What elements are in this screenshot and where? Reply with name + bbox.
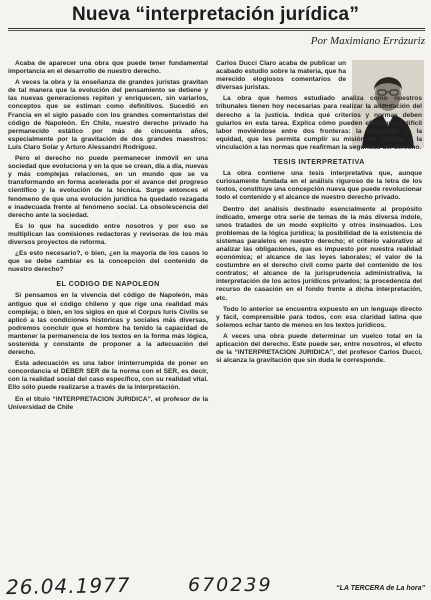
paragraph: En el título “INTERPRETACION JURIDICA”, el profesor de la Universidad de Chile [8, 395, 208, 411]
paragraph: Carlos Ducci Claro acaba de publicar un acabado estudio sobre la materia, que ha merecido elogiosos comentarios de diversas juristas. [216, 60, 346, 92]
handwritten-date-stamp: 26.04.1977 [5, 572, 131, 600]
paragraph: Si pensamos en la vivencia del código de Napoleón, más antiguo que el código chileno y que rige una realidad más compleja; o bien, en los siglos en que el Corpus Iuris Civilis se aplicó a las condiciones históricas y sociales más diversas, podremos concluir que el hombre ha tenido la capacidad de mantener la permanencia de los textos en la forma más lógica, sostenida y constante de proponer a la adecuación del derecho. [8, 292, 208, 357]
handwritten-archive-number: 670239 [188, 574, 273, 596]
title-rule [8, 28, 425, 29]
section-heading: TESIS INTERPRETATIVA [273, 157, 365, 167]
paragraph: Todo lo anterior se encuentra expuesto en un lenguaje directo y fácil, comprensible para todos, con esa claridad latina que solemos echar tanto de menos en los textos jurídicos. [216, 305, 422, 329]
paragraph: Es lo que ha sucedido entre nosotros y por eso se multiplican las comisiones redactoras y revisoras de los más diversos proyectos de reforma. [8, 222, 208, 246]
paragraph: A veces la obra y la enseñanza de grandes juristas gravitan de tal manera que la evolución del pensamiento se detiene y las nuevas generaciones repiten y enriquecen, sin variarlos, conceptos que se estiman como definitivos. Sucedió en Francia en el siglo pasado con los grandes comentaristas del código de Napoleón. En Chile, nuestro derecho privado ha permanecido estático por más de cincuenta años, especialmente por la gravitación de dos grandes maestros: Luis Claro Solar y Arturo Alessandri Rodríguez. [8, 79, 208, 151]
title-rule-secondary [8, 30, 425, 31]
article-header [0, 0, 431, 58]
paragraph: A veces una obra puede determinar un vuelco total en la aplicación del derecho. Este puede ser, entre nosotros, el efecto de la “INTERPRETACION JURIDICA”, del profesor Carlos Ducci, si alcanza la gravitación que sin duda le corresponde. [216, 332, 422, 365]
paragraph: ¿Es esto necesario?, o bien, ¿en la mayoría de los casos lo que se debe cambiar es la concepción del contenido de nuestro derecho? [8, 250, 208, 274]
right-column [216, 60, 422, 368]
section-heading: EL CODIGO DE NAPOLEON [56, 279, 160, 289]
paragraph: La obra que hemos estudiado analiza como nuestros tribunales tienen hoy necesarias para realizar la adecuación del derecho a la justicia. Indica qué criterios y normas deben guiarlos en esta tarea. Explica cómo pueden efectuar su difícil labor moviéndose entre dos fronteras: la búsqueda de la equidad, que les permita cumplir su misión de justicia, y la vinculación a las normas que reafirman la seguridad del derecho. [216, 95, 422, 151]
right-column-top [216, 60, 346, 92]
left-column [8, 60, 208, 415]
paragraph: Acaba de aparecer una obra que puede tener fundamental importancia en el desarrollo de nuestro derecho. [8, 60, 208, 76]
byline: Por Maximiano Errázuriz [310, 35, 425, 47]
source-credit: “LA TERCERA de La hora” [336, 585, 425, 592]
paragraph: Dentro del análisis destinado esencialmente al propósito indicado, emerge otra serie de temas de la más diversa índole, unos tratados de un modo explícito y otros insinuados. Los problemas de la lógica jurídica; la posibilidad de la existencia de sistemas paralelos en nuestro derecho; el criterio valorativo al analizar las obligaciones, que es impuesto por nuestra realidad económica; el alcance de las leyes laborales; el valor de la costumbre en el derecho civil como parte del contenido de los contratos; el alcance de la jurisprudencia administrativa, la interpretación de los actos jurídicos privados; la procedencia del recurso de casación en el fondo frente a dicha interpretación, etc. [216, 205, 422, 302]
paragraph: La obra contiene una tesis interpretativa que, aunque curiosamente fundada en el análisis riguroso de la letra de los textos, constituye una concepción nueva que puede revolucionar todo el contenido y el alcance de nuestro derecho privado. [216, 170, 422, 202]
paragraph: Esta adecuación es una labor ininterrumpida de poner en concordancia el DEBER SER de la norma con el SER, es decir, con la realidad social del caso específico, con su realidad vital. Ello sólo puede realizarse a través de la interpretación. [8, 360, 208, 392]
paragraph: Pero el derecho no puede permanecer inmóvil en una sociedad que evoluciona y en la que se crean, día a día, nuevas y más complejas relaciones, en un mundo que se va transformando en forma acelerada por el avance del progreso científico y la evolución de la técnica. Surge entonces el fenómeno de que una evolución jurídica ha quedado rezagada e inadecuada frente al fenómeno social. La obsolescencia del derecho ante la sociedad. [8, 155, 208, 219]
article-title: Nueva “interpretación jurídica” [71, 4, 360, 25]
